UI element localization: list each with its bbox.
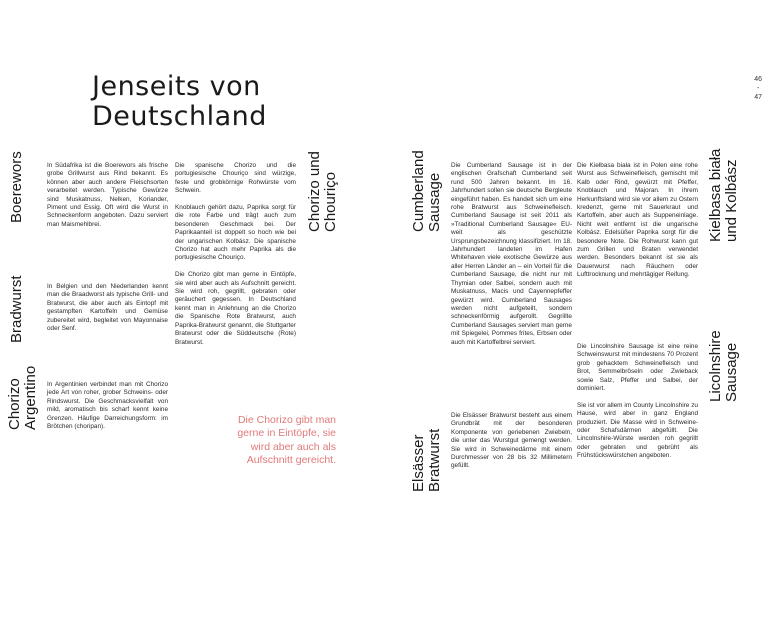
- label-kielbasa-line-2: und Kolbász: [723, 159, 740, 242]
- label-elsaesser: [411, 429, 443, 492]
- label-boerewors: [9, 151, 25, 223]
- pull-quote: Die Chorizo gibt man gerne in Eintöpfe, sie wird aber auch als Aufschnitt gereicht.: [237, 414, 336, 467]
- label-chorizo-argentino: [7, 366, 39, 430]
- label-lincolnshire-line-2: Sausage: [723, 342, 740, 402]
- text-chorizo-argentino: [47, 381, 168, 440]
- label-chorizo-argentino-line-2: Argentino: [22, 365, 39, 430]
- paragraph-lincolnshire-2: Sie ist vor allem im County Lincolnshire zu Hause, wird aber in ganz England produziert. Die Masse wird in Schweine- oder Schafsdärmen abgefüllt. Die Lincolnshire-Würste werden roh gegrillt oder gebraten und gebrüht als Frühstückswürstchen angeboten.: [577, 401, 698, 460]
- text-lincolnshire: [577, 343, 698, 469]
- label-cumberland-line-1: Cumberland: [410, 150, 427, 232]
- label-chorizo-line-1: Chorizo und: [306, 151, 323, 232]
- label-boerewors-line-1: Boerewors: [8, 151, 25, 223]
- paragraph-elsaesser: Die Elsässer Bratwurst besteht aus einem Grundbrät mit der besonderen Komponente von geriebenen Zwiebeln, die unter das Wurstgut gemengt werden. Sie wird in Schweinedärme mit einem Durchmesser von 28 bis 32 Millimetern gefüllt.: [451, 412, 572, 470]
- paragraph-chorizo-1: Die spanische Chorizo und die portugiesische Chouriço sind würzige, feste und grobkörnige Rohwürste vom Schwein.: [175, 162, 296, 195]
- paragraph-boerewors: In Südafrika ist die Boerewors als frische grobe Grillwurst aus Rind bekannt. Es können aber auch andere Fleischsorten verarbeitet werden. Typische Gewürze sind Muskatnuss, Nelken, Koriander, Piment und Essig. Oft wird die Wurst in Schneckenform angeboten. Dazu serviert man Maismehlbrei.: [47, 162, 168, 228]
- label-cumberland: [411, 150, 443, 232]
- page-number-right: 47: [754, 94, 762, 101]
- page-title: [92, 72, 267, 132]
- text-bradwurst: [47, 283, 168, 342]
- label-chorizo: [307, 151, 339, 232]
- label-elsaesser-line-1: Elsässer: [410, 434, 427, 492]
- paragraph-chorizo-argentino: In Argentinien verbindet man mit Chorizo jede Art von roher, grober Schweins- oder Rindswurst. Die Geschmacksvielfalt von mild, aromatisch bis scharf kennt keine Grenzen. Häufige Darreichungsform: im Brötchen (choripan).: [47, 381, 168, 431]
- label-elsaesser-line-2: Bratwurst: [426, 428, 443, 492]
- paragraph-kielbasa: Die Kiełbasa biała ist in Polen eine rohe Wurst aus Schweinefleisch, gemischt mit Kalb oder Rind, gewürzt mit Pfeffer, Knoblauch und Majoran. In ihrem Herkunftsland wird sie vor allem zu Ostern kredenzt, gerne mit Sauerkraut und Kartoffeln, aber auch als Suppeneinlage. Nicht weit entfernt ist die ungarische Kolbász. Edelsüßer Paprika sorgt für die besondere Note. Die Rohwurst kann gut zum Grillen und Braten verwendet werden. Besonders bekannt ist sie als Dauerwurst nach Räuchern oder Lufttrocknung und mehrtägiger Reifung.: [577, 162, 698, 279]
- page-title-line-1: Jenseits von: [92, 71, 261, 102]
- paragraph-bradwurst: In Belgien und den Niederlanden kennt man die Braadworst als typische Grill- und Bratwurst, die aber auch als Eintopf mit gestampften Kartoffeln und Gemüse zubereitet wird, begleitet von Mayonnaise oder Senf.: [47, 283, 168, 333]
- page-number-separator: -: [756, 85, 760, 92]
- label-bradwurst-line-1: Bradwurst: [8, 275, 25, 343]
- label-chorizo-line-2: Chouriço: [322, 171, 339, 232]
- paragraph-chorizo-2: Knoblauch gehört dazu, Paprika sorgt für die rote Farbe und trägt auch zum besonderen Geschmack bei. Der Paprikaanteil ist doppelt so hoch wie bei der ungarischen Kolbász. Die spanische Chorizo hat auch mehr Paprika als die portugiesische Chouriço.: [175, 204, 296, 262]
- label-kielbasa: [708, 149, 740, 242]
- text-cumberland: [451, 162, 572, 355]
- paragraph-lincolnshire-1: Die Lincolnshire Sausage ist eine reine Schweinswurst mit mindestens 70 Prozent grob gehacktem Schweinefleisch und Brot, Semmelbröseln oder Zwieback sowie Salz, Pfeffer und Salbei, der dominiert.: [577, 343, 698, 393]
- label-cumberland-line-2: Sausage: [426, 172, 443, 232]
- text-elsaesser: [451, 412, 572, 479]
- paragraph-cumberland: Die Cumberland Sausage ist in der englischen Grafschaft Cumberland seit rund 500 Jahren bekannt. Im 16. Jahrhundert sollen sie deutsche Bergleute eingeführt haben. Es handelt sich um eine rohe Bratwurst aus Schweinefleisch. Cumberland Sausage ist seit 2011 als »Traditional Cumberland Sausage« EU-weit als geschützte Ursprungsbezeichnung klassifiziert. Im 18. Jahrhundert landeten im Hafen Whitehaven viele exotische Gewürze aus aller Herren Länder an – ein Vorteil für die Cumberland Sausage, die nicht nur mit Thymian oder Salbei, sondern auch mit Muskatnuss, Macis und Cayennepfeffer gewürzt wird. Cumberland Sausages werden nicht aufgeteilt, sondern schneckenförmig aufgerollt. Gegrillte Cumberland Sausages serviert man gerne mit Spiegelei, Pommes frites, Erbsen oder auch mit Kartoffelbrei serviert.: [451, 162, 572, 346]
- text-chorizo: [175, 162, 296, 355]
- paragraph-chorizo-3: Die Chorizo gibt man gerne in Eintöpfe, sie wird aber auch als Aufschnitt gereicht. Sie wird roh, gegrillt, gebraten oder geräuchert gegessen. In Deutschland kennt man in Anlehnung an die Chorizo die Spanische Rote Bratwurst, auch Paprika-Bratwurst genannt, die Stuttgarter Bratwurst oder die Süddeutsche (Rote) Bratwurst.: [175, 271, 296, 346]
- text-boerewors: [47, 162, 168, 238]
- label-chorizo-argentino-line-1: Chorizo: [6, 378, 23, 430]
- label-lincolnshire-line-1: Licolnshire: [707, 330, 724, 402]
- page-number-left: 46: [754, 76, 762, 83]
- page-numbers: [754, 75, 762, 102]
- label-kielbasa-line-1: Kielbasa biała: [707, 148, 724, 242]
- text-kielbasa: [577, 162, 698, 288]
- page-title-line-2: Deutschland: [92, 101, 267, 132]
- label-bradwurst: [9, 275, 25, 343]
- label-lincolnshire: [708, 330, 740, 402]
